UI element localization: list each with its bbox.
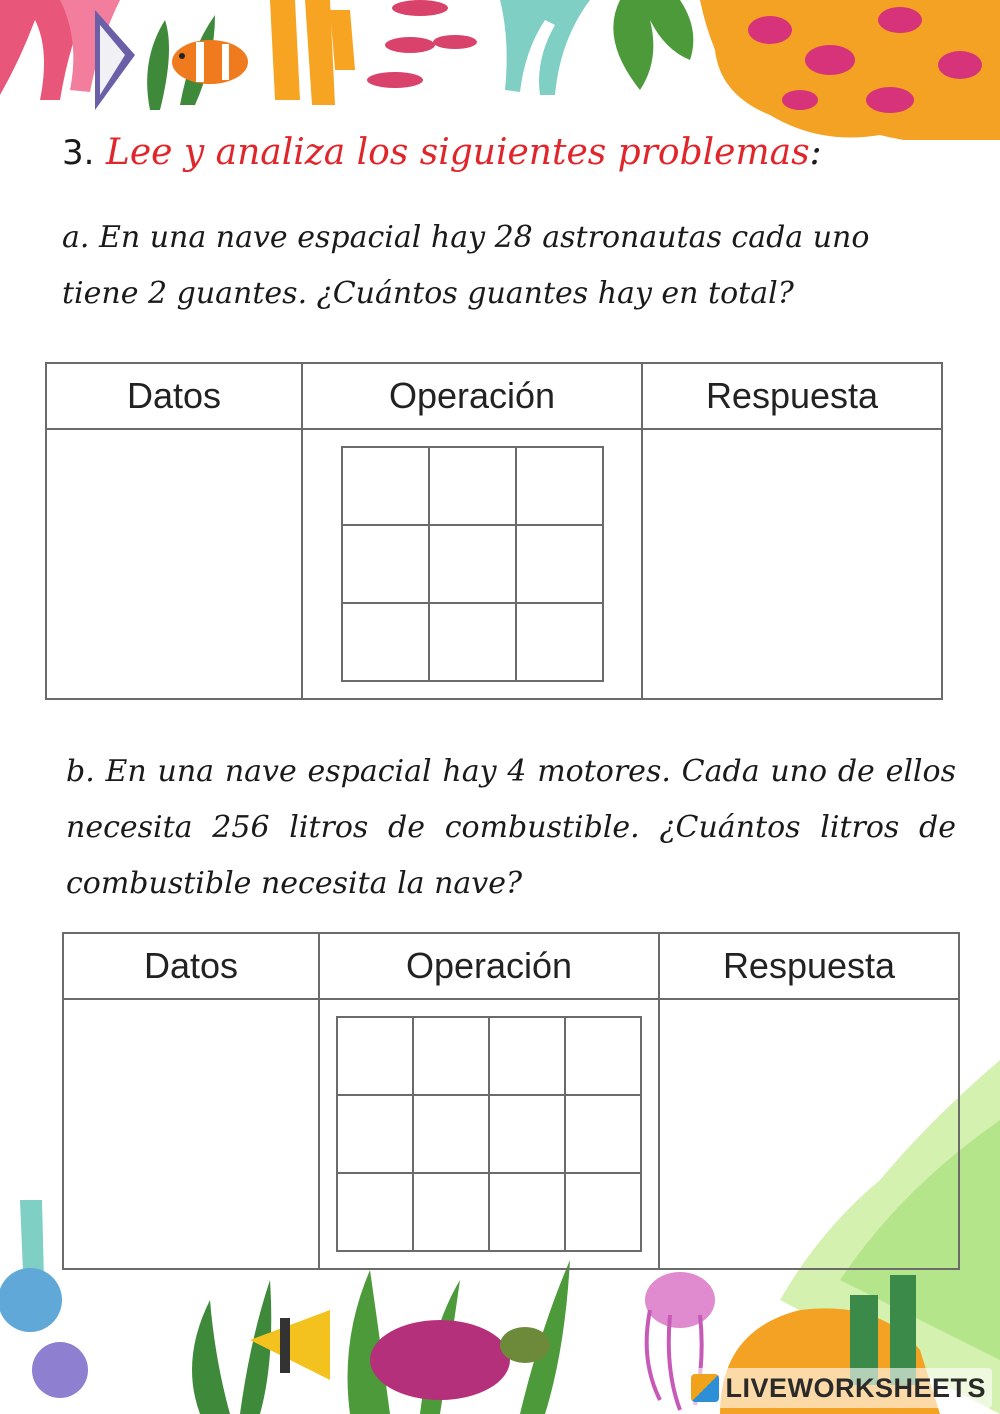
- operacion-cell: [319, 999, 659, 1269]
- operation-grid: [336, 1016, 642, 1252]
- header-operacion: Operación: [302, 363, 642, 429]
- respuesta-answer-cell[interactable]: [659, 999, 959, 1269]
- header-respuesta: Respuesta: [659, 933, 959, 999]
- grid-cell[interactable]: [565, 1095, 641, 1173]
- header-respuesta: Respuesta: [642, 363, 942, 429]
- grid-cell[interactable]: [337, 1017, 413, 1095]
- problem-a-table: [45, 362, 943, 700]
- grid-cell[interactable]: [342, 447, 429, 525]
- grid-cell[interactable]: [489, 1017, 565, 1095]
- angelfish-icon: [95, 10, 135, 110]
- datos-answer-cell[interactable]: [63, 999, 319, 1269]
- header-operacion: Operación: [319, 933, 659, 999]
- logo-text: LIVEWORKSHEETS: [725, 1372, 986, 1403]
- instruction-colon: :: [809, 132, 822, 173]
- grid-cell[interactable]: [413, 1095, 489, 1173]
- small-fish-icon: [367, 0, 477, 88]
- grid-cell[interactable]: [342, 525, 429, 603]
- sea-urchin-icon: [32, 1342, 88, 1398]
- exercise-instruction: Lee y analiza los siguientes problemas: [105, 132, 810, 173]
- operacion-cell: [302, 429, 642, 699]
- grid-cell[interactable]: [429, 447, 516, 525]
- liveworksheets-logo[interactable]: [685, 1368, 992, 1408]
- exercise-title: [62, 132, 962, 173]
- grid-result-cell[interactable]: [565, 1173, 641, 1251]
- grid-cell[interactable]: [337, 1095, 413, 1173]
- datos-answer-cell[interactable]: [46, 429, 302, 699]
- seaweed-icon: [192, 1280, 271, 1414]
- problem-b-table: [62, 932, 960, 1270]
- grid-cell[interactable]: [413, 1017, 489, 1095]
- tube-coral-icon: [270, 0, 355, 105]
- grid-result-cell[interactable]: [489, 1173, 565, 1251]
- grid-cell[interactable]: [429, 525, 516, 603]
- grid-result-cell[interactable]: [413, 1173, 489, 1251]
- coral-reef-top-decoration: [0, 0, 1000, 140]
- branch-coral-icon: [500, 0, 590, 95]
- grid-cell[interactable]: [565, 1017, 641, 1095]
- grid-cell[interactable]: [489, 1095, 565, 1173]
- sea-turtle-icon: [370, 1320, 550, 1400]
- problem-b-text: b. En una nave espacial hay 4 motores. Cada uno de ellos necesita 256 litros de combustible. ¿Cuántos litros de combustible necesita la nave?: [66, 754, 956, 901]
- grid-result-cell[interactable]: [429, 603, 516, 681]
- seaweed-icon: [613, 0, 693, 90]
- grid-result-cell[interactable]: [342, 603, 429, 681]
- problem-a-text: a. En una nave espacial hay 28 astronautas cada uno tiene 2 guantes. ¿Cuántos guantes hay en total?: [62, 220, 870, 311]
- grid-result-cell[interactable]: [516, 603, 603, 681]
- sea-urchin-icon: [0, 1268, 62, 1332]
- liveworksheets-logo-icon: [691, 1374, 719, 1402]
- grid-cell[interactable]: [516, 525, 603, 603]
- clownfish-icon: [172, 40, 248, 84]
- grid-result-cell[interactable]: [337, 1173, 413, 1251]
- respuesta-answer-cell[interactable]: [642, 429, 942, 699]
- header-datos: Datos: [63, 933, 319, 999]
- header-datos: Datos: [46, 363, 302, 429]
- grid-cell[interactable]: [516, 447, 603, 525]
- exercise-number: 3.: [62, 133, 95, 173]
- operation-grid: [341, 446, 604, 682]
